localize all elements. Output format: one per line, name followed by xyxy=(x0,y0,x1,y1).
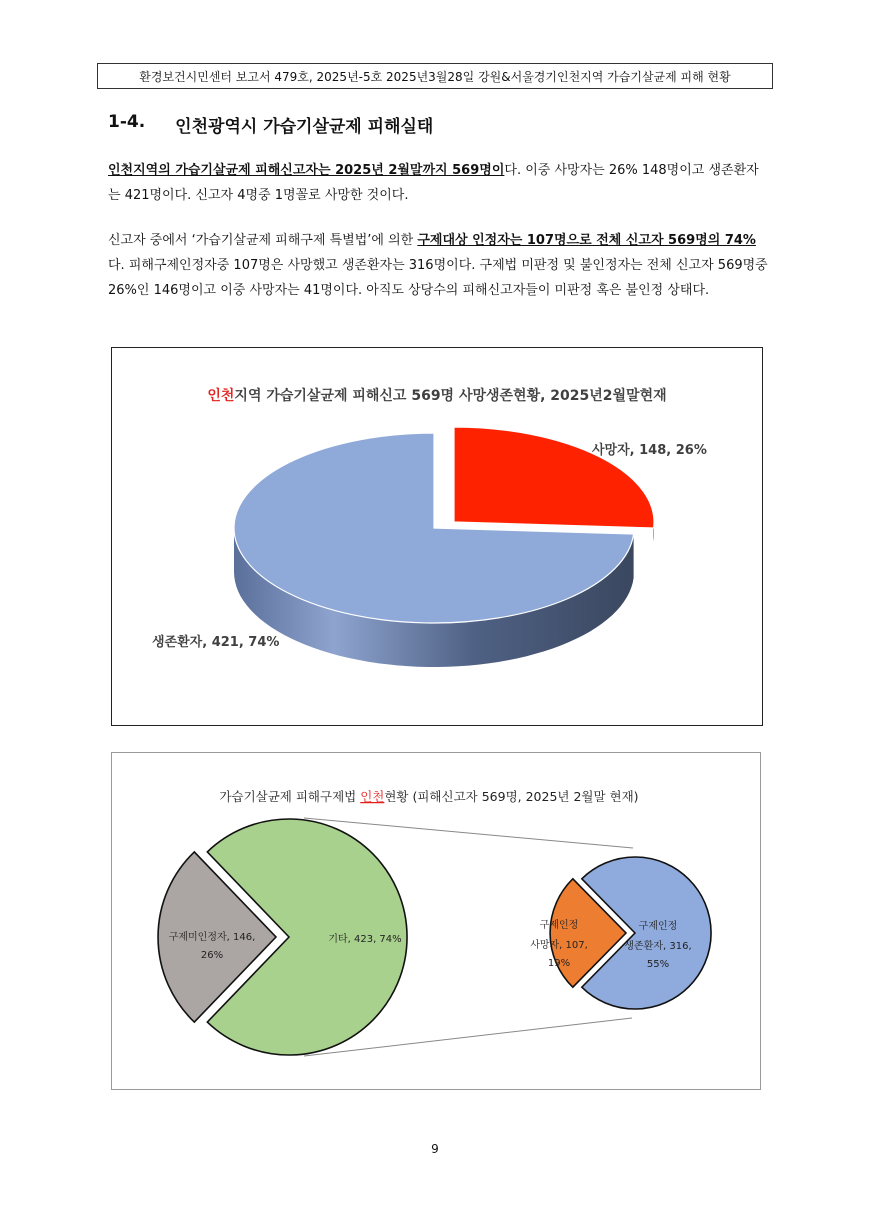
paragraph-2-bold: 구제대상 인정자는 107명으로 전체 신고자 569명의 74% xyxy=(417,233,756,248)
paragraph-1-bold: 인천지역의 가습기살균제 피해신고자는 2025년 2월말까지 569명이 xyxy=(108,163,505,178)
paragraph-2 xyxy=(108,228,768,303)
chart-2-title-highlight: 인천 xyxy=(360,789,385,804)
report-header-text: 환경보건시민센터 보고서 479호, 2025년-5호 2025년3월28일 강원&서울경기인천지역 가습기살균제 피해 현황 xyxy=(139,69,731,84)
chart-2-label-death-3: 19% xyxy=(547,958,571,969)
chart-2-label-death-1: 구제인정 xyxy=(539,920,579,931)
report-header xyxy=(97,63,773,89)
pie-chart-1-frame xyxy=(111,347,763,726)
chart-2-title-a: 가습기살균제 피해구제법 xyxy=(219,789,361,804)
paragraph-2-text-b: 다. 피해구제인정자중 107명은 사망했고 생존환자는 316명이다. 구제법 미판정 및 불인정자는 전체 신고자 569명중 26%인 146명이고 이중 사망자는 41명이다. 아직도 상당수의 피해신고자들이 미판정 혹은 불인정 상태다. xyxy=(108,258,768,298)
paragraph-1-text: 다. 이중 사망자는 26% 148명이고 생존환자는 421명이다. 신고자 4명중 1명꼴로 사망한 것이다. xyxy=(108,163,759,203)
chart-2-label-uninstated-2: 26% xyxy=(200,950,224,961)
chart-2-title-b: 현황 (피해신고자 569명, 2025년 2월말 현재) xyxy=(384,789,639,804)
paragraph-1 xyxy=(108,158,768,208)
chart-2-label-surv-1: 구제인정 xyxy=(638,921,678,932)
chart-2-label-surv-2: 생존환자, 316, xyxy=(624,941,692,952)
chart-2-label-uninstated-1: 구제미인정자, 146, xyxy=(168,932,256,943)
section-title: 인천광역시 가습기살균제 피해실태 xyxy=(175,117,434,137)
section-heading xyxy=(108,112,433,137)
paragraph-2-text-a: 신고자 중에서 ‘가습기살균제 피해구제 특별법’에 의한 xyxy=(108,233,418,248)
chart-2-label-other: 기타, 423, 74% xyxy=(328,934,402,945)
pie-chart-2-frame xyxy=(111,752,761,1090)
chart-1-title xyxy=(207,387,666,404)
chart-2-label-surv-3: 55% xyxy=(646,959,670,970)
chart-1-label-death: 사망자, 148, 26% xyxy=(592,443,707,458)
chart-1-title-highlight: 인천 xyxy=(207,388,235,404)
chart-2-title xyxy=(219,789,638,804)
pie-chart-1 xyxy=(112,348,761,724)
chart-2-label-death-2: 사망자, 107, xyxy=(530,940,588,951)
chart-1-label-survivor: 생존환자, 421, 74% xyxy=(152,635,280,650)
page-number: 9 xyxy=(431,1142,439,1156)
section-number: 1-4. xyxy=(108,112,146,132)
chart-1-title-text: 지역 가습기살균제 피해신고 569명 사망생존현황, 2025년2월말현재 xyxy=(234,388,667,404)
pie-chart-2 xyxy=(112,753,760,1089)
